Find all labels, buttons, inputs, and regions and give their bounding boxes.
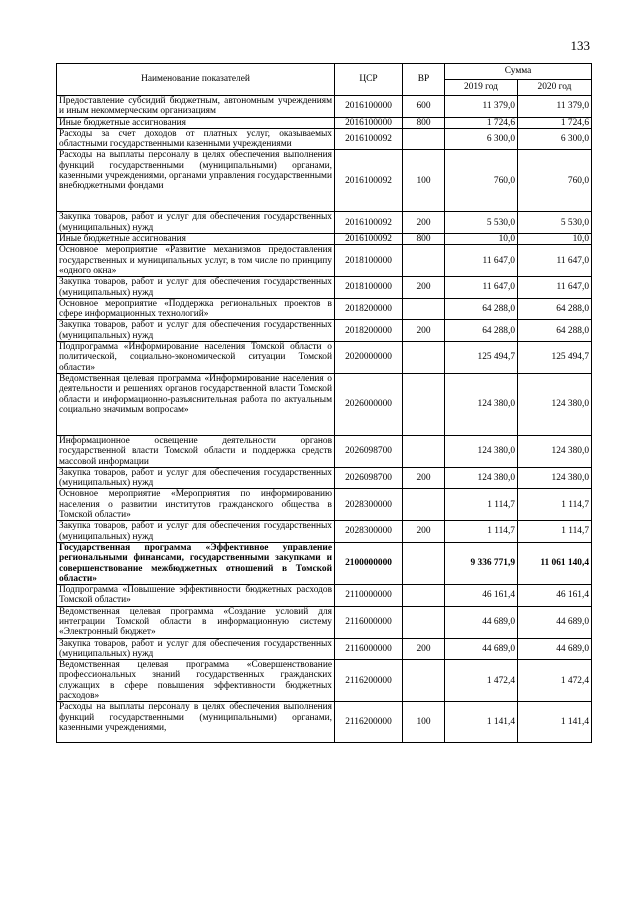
row-sum-2019: 1 472,4 (445, 660, 518, 702)
row-name: Расходы на выплаты персоналу в целях обеспечения выполнения функций государственными (муниципальными) органами, казенными учреждениями, органами управления государственными внебюджетными фондами (57, 150, 335, 212)
row-vr (403, 542, 445, 584)
row-sum-2020: 1 114,7 (518, 489, 592, 521)
row-csr: 2016100092 (335, 212, 403, 234)
row-sum-2020: 1 724,6 (518, 117, 592, 128)
row-name: Подпрограмма «Повышение эффективности бюджетных расходов Томской области» (57, 585, 335, 607)
row-csr: 2026098700 (335, 467, 403, 489)
row-sum-2020: 46 161,4 (518, 585, 592, 607)
table-row (57, 245, 592, 277)
row-csr: 2116200000 (335, 702, 403, 743)
row-name: Основное мероприятие «Развитие механизмов предоставления государственных и муниципальных услуг, в том числе по принципу «одного окна» (57, 245, 335, 277)
row-csr: 2016100092 (335, 128, 403, 150)
row-csr: 2016100000 (335, 117, 403, 128)
table-row (57, 467, 592, 489)
row-vr: 800 (403, 117, 445, 128)
table-row (57, 638, 592, 660)
row-sum-2019: 1 141,4 (445, 702, 518, 743)
table-row (57, 373, 592, 435)
row-name: Закупка товаров, работ и услуг для обеспечения государственных (муниципальных) нужд (57, 212, 335, 234)
row-csr: 2018200000 (335, 298, 403, 320)
row-sum-2020: 11 061 140,4 (518, 542, 592, 584)
row-sum-2020: 11 379,0 (518, 96, 592, 118)
row-name: Ведомственная целевая программа «Совершенствование профессиональных знаний государственных гражданских служащих в сфере повышения эффективности бюджетных расходов» (57, 660, 335, 702)
row-vr: 200 (403, 320, 445, 342)
row-sum-2020: 64 288,0 (518, 298, 592, 320)
row-sum-2020: 10,0 (518, 234, 592, 245)
table-row (57, 489, 592, 521)
row-vr (403, 585, 445, 607)
row-name: Основное мероприятие «Мероприятия по информированию населения о развитии институтов гражданского общества в Томской области» (57, 489, 335, 521)
row-sum-2019: 124 380,0 (445, 373, 518, 435)
table-row (57, 342, 592, 374)
table-row (57, 606, 592, 638)
table-row (57, 542, 592, 584)
row-vr (403, 606, 445, 638)
row-sum-2019: 44 689,0 (445, 606, 518, 638)
row-name: Иные бюджетные ассигнования (57, 117, 335, 128)
row-sum-2019: 44 689,0 (445, 638, 518, 660)
row-csr: 2116000000 (335, 638, 403, 660)
row-sum-2019: 11 647,0 (445, 277, 518, 299)
row-sum-2020: 124 380,0 (518, 373, 592, 435)
row-sum-2020: 1 141,4 (518, 702, 592, 743)
row-sum-2020: 6 300,0 (518, 128, 592, 150)
row-sum-2020: 64 288,0 (518, 320, 592, 342)
table-row (57, 96, 592, 118)
header-vr: ВР (403, 64, 445, 96)
row-csr: 2016100092 (335, 234, 403, 245)
row-vr: 800 (403, 234, 445, 245)
row-sum-2020: 44 689,0 (518, 606, 592, 638)
row-csr: 2116200000 (335, 660, 403, 702)
table-row (57, 234, 592, 245)
row-sum-2019: 9 336 771,9 (445, 542, 518, 584)
row-vr: 600 (403, 96, 445, 118)
row-csr: 2018100000 (335, 245, 403, 277)
row-sum-2019: 1 724,6 (445, 117, 518, 128)
row-vr (403, 435, 445, 467)
row-sum-2020: 44 689,0 (518, 638, 592, 660)
table-row (57, 212, 592, 234)
row-vr: 100 (403, 150, 445, 212)
header-name: Наименование показателей (57, 64, 335, 96)
header-year-2020: 2020 год (518, 80, 592, 96)
row-vr: 200 (403, 638, 445, 660)
row-name: Предоставление субсидий бюджетным, автономным учреждениям и иным некоммерческим организациям (57, 96, 335, 118)
table-row (57, 117, 592, 128)
row-name: Ведомственная целевая программа «Создание условий для интеграции Томской области в информационную систему «Электронный бюджет» (57, 606, 335, 638)
header-sum: Сумма (445, 64, 592, 80)
row-sum-2019: 64 288,0 (445, 320, 518, 342)
row-sum-2019: 11 647,0 (445, 245, 518, 277)
row-vr (403, 298, 445, 320)
row-vr: 200 (403, 521, 445, 543)
row-sum-2019: 46 161,4 (445, 585, 518, 607)
table-row (57, 521, 592, 543)
table-row (57, 585, 592, 607)
row-csr: 2116000000 (335, 606, 403, 638)
row-csr: 2100000000 (335, 542, 403, 584)
table-row (57, 660, 592, 702)
table-row (57, 277, 592, 299)
row-name: Закупка товаров, работ и услуг для обеспечения государственных (муниципальных) нужд (57, 320, 335, 342)
header-csr: ЦСР (335, 64, 403, 96)
row-name: Расходы на выплаты персоналу в целях обеспечения выполнения функций государственными (муниципальными) органами, казенными учреждениями, (57, 702, 335, 743)
row-sum-2020: 124 380,0 (518, 467, 592, 489)
budget-table (56, 63, 592, 743)
row-csr: 2018100000 (335, 277, 403, 299)
table-row (57, 435, 592, 467)
row-name: Закупка товаров, работ и услуг для обеспечения государственных (муниципальных) нужд (57, 521, 335, 543)
row-csr: 2110000000 (335, 585, 403, 607)
header-year-2019: 2019 год (445, 80, 518, 96)
row-sum-2020: 124 380,0 (518, 435, 592, 467)
row-vr: 200 (403, 212, 445, 234)
row-sum-2020: 760,0 (518, 150, 592, 212)
row-csr: 2026000000 (335, 373, 403, 435)
row-name: Закупка товаров, работ и услуг для обеспечения государственных (муниципальных) нужд (57, 467, 335, 489)
row-sum-2019: 760,0 (445, 150, 518, 212)
row-vr: 200 (403, 277, 445, 299)
row-sum-2020: 11 647,0 (518, 245, 592, 277)
row-csr: 2028300000 (335, 489, 403, 521)
row-name: Информационное освещение деятельности органов государственной власти Томской области и поддержка средств массовой информации (57, 435, 335, 467)
row-name: Основное мероприятие «Поддержка региональных проектов в сфере информационных технологий» (57, 298, 335, 320)
row-name: Подпрограмма «Информирование населения Томской области о политической, социально-экономической ситуации Томской области» (57, 342, 335, 374)
table-row (57, 298, 592, 320)
row-sum-2019: 11 379,0 (445, 96, 518, 118)
row-vr: 200 (403, 467, 445, 489)
row-name: Закупка товаров, работ и услуг для обеспечения государственных (муниципальных) нужд (57, 277, 335, 299)
row-sum-2019: 1 114,7 (445, 489, 518, 521)
table-body (57, 96, 592, 743)
row-name: Ведомственная целевая программа «Информирование населения о деятельности и решениях органов государственной власти Томской области и информационно-разъяснительная работа по актуальным социально значимым вопросам» (57, 373, 335, 435)
row-vr: 100 (403, 702, 445, 743)
row-csr: 2018200000 (335, 320, 403, 342)
row-sum-2019: 64 288,0 (445, 298, 518, 320)
row-sum-2019: 10,0 (445, 234, 518, 245)
row-sum-2019: 1 114,7 (445, 521, 518, 543)
row-name: Государственная программа «Эффективное управление региональными финансами, государственными закупками и совершенствование межбюджетных отношений в Томской области» (57, 542, 335, 584)
row-sum-2019: 6 300,0 (445, 128, 518, 150)
table-header (57, 64, 592, 96)
table-row (57, 320, 592, 342)
row-sum-2020: 5 530,0 (518, 212, 592, 234)
row-name: Закупка товаров, работ и услуг для обеспечения государственных (муниципальных) нужд (57, 638, 335, 660)
table-row (57, 150, 592, 212)
row-sum-2020: 125 494,7 (518, 342, 592, 374)
row-vr (403, 342, 445, 374)
row-vr (403, 128, 445, 150)
row-sum-2019: 125 494,7 (445, 342, 518, 374)
row-csr: 2016100092 (335, 150, 403, 212)
row-vr (403, 245, 445, 277)
page-number: 133 (570, 38, 590, 53)
table-row (57, 128, 592, 150)
row-sum-2019: 124 380,0 (445, 467, 518, 489)
row-sum-2020: 1 114,7 (518, 521, 592, 543)
row-vr (403, 489, 445, 521)
row-vr (403, 373, 445, 435)
table-row (57, 702, 592, 743)
row-csr: 2028300000 (335, 521, 403, 543)
row-vr (403, 660, 445, 702)
row-csr: 2020000000 (335, 342, 403, 374)
row-name: Иные бюджетные ассигнования (57, 234, 335, 245)
row-name: Расходы за счет доходов от платных услуг, оказываемых областными государственными казенными учреждениями (57, 128, 335, 150)
row-sum-2019: 124 380,0 (445, 435, 518, 467)
row-sum-2019: 5 530,0 (445, 212, 518, 234)
row-sum-2020: 1 472,4 (518, 660, 592, 702)
row-csr: 2026098700 (335, 435, 403, 467)
row-csr: 2016100000 (335, 96, 403, 118)
row-sum-2020: 11 647,0 (518, 277, 592, 299)
